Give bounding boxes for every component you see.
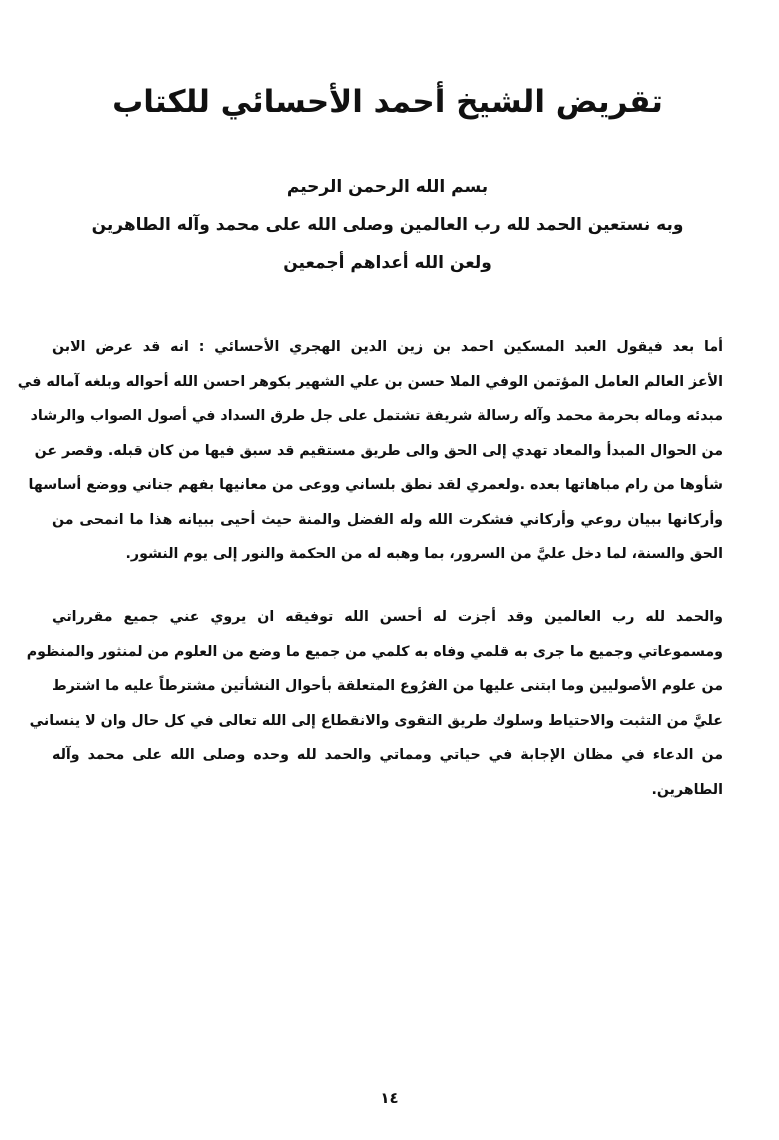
opening-line: بسم الله الرحمن الرحيم — [286, 177, 489, 197]
opening-invocation — [52, 168, 723, 282]
paragraph-license — [26, 600, 723, 807]
text-line: من علوم الأصوليين وما ابتنى عليها من الفرُوع المتعلقة بأحوال النشأتين مشترطاً عليه ما اشترط — [52, 678, 723, 694]
page-title: تقريض الشيخ أحمد الأحسائي للكتاب — [112, 84, 663, 120]
paragraph-endorsement — [17, 330, 723, 572]
text-line: من الحوال المبدأ والمعاد تهدي إلى الحق والى طريق مستقيم قد سبق فيها من كان قبله. وقصر عن — [34, 442, 723, 459]
text-line: ومسموعاتي وجميع ما جرى به قلمي وفاه به كلمي من جميع ما وضع من العلوم من لمنثور والمنظوم — [26, 643, 723, 660]
text-line: الطاهرين. — [651, 781, 723, 798]
opening-line: وبه نستعين الحمد لله رب العالمين وصلى الله على محمد وآله الطاهرين — [91, 215, 684, 235]
text-line: من الدعاء في مظان الإجابة في حياتي ومماتي والحمد لله وحده وصلى الله على محمد وآله — [52, 747, 723, 763]
text-line: الأعز العالم العامل المؤتمن الوفي الملا حسن بن علي الشهير بكوهر احسن الله أحواله وبلغه آماله في — [17, 373, 723, 390]
text-line: وأركانها ببيان روعي وأركاني فشكرت الله وله الفضل والمنة حيث أحيى ببيانه هذا ما انمحى من — [52, 511, 723, 528]
opening-line: ولعن الله أعداهم أجمعين — [283, 253, 492, 273]
text-line: عليَّ من التثبت والاحتياط وسلوك طريق التقوى والانقطاع إلى الله تعالى في كل حال وان لا ينساني — [29, 712, 723, 729]
text-line: مبدئه وماله بحرمة محمد وآله رسالة شريفة تشتمل على جل طرق السداد في أصول الصواب والرشاد — [30, 408, 723, 424]
text-line: والحمد لله رب العالمين وقد أجزت له أحسن الله توفيقه ان يروي عني جميع مقرراتي — [52, 609, 723, 625]
text-line: أما بعد فيقول العبد المسكين احمد بن زين الدين الهجري الأحسائي : انه قد عرض الابن — [52, 339, 723, 355]
page-number: ١٤ — [380, 1089, 399, 1107]
text-line: الحق والسنة، لما دخل عليَّ من السرور، بما وهبه له من الحكمة والنور إلى يوم النشور. — [125, 546, 723, 562]
text-line: شأوها من رام مباهاتها بعده .ولعمري لقد نطق بلساني ووعى من معانيها بفهم جناني ووضع أساسها — [28, 477, 723, 493]
